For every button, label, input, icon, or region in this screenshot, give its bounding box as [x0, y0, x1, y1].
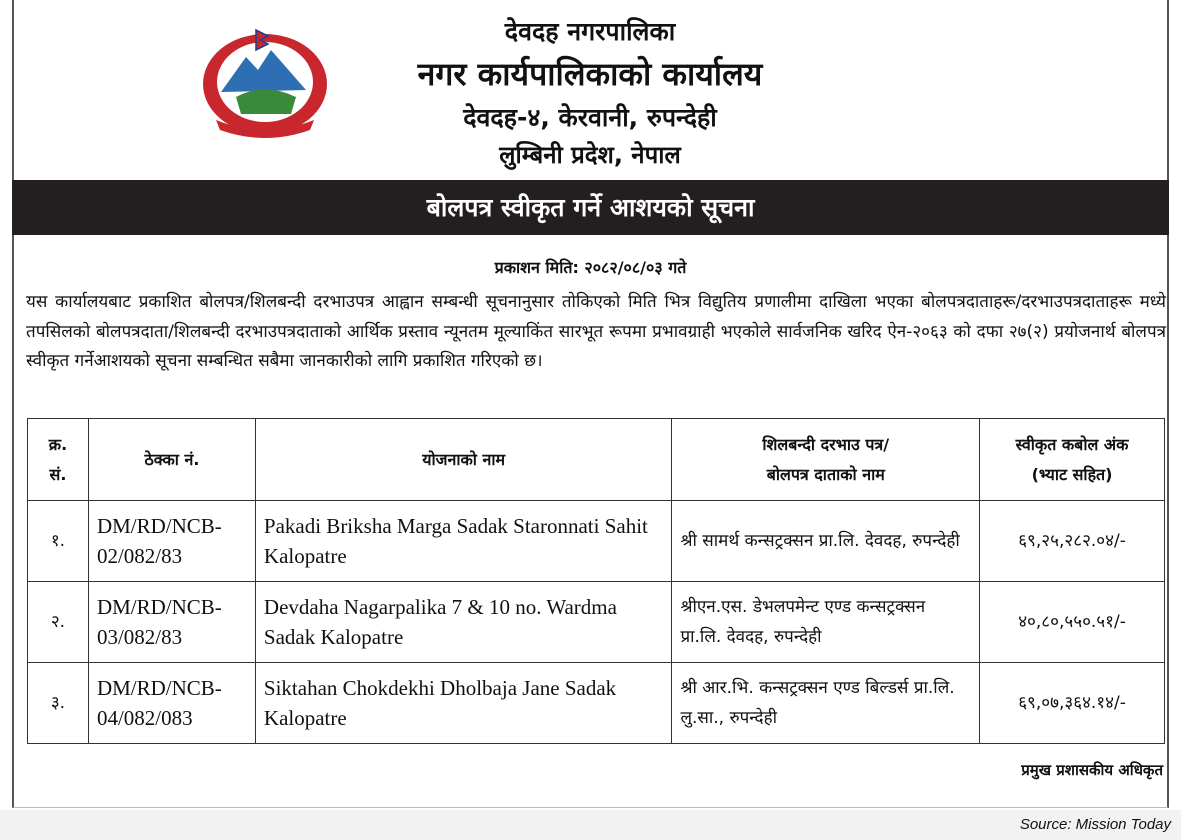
row-amount: ६९,२५,२८२.०४/-	[980, 501, 1165, 582]
footer-strip	[0, 810, 1181, 840]
row-contract: DM/RD/NCB- 04/082/083	[88, 663, 255, 744]
signatory-title: प्रमुख प्रशासकीय अधिकृत	[1021, 761, 1163, 779]
bid-table	[27, 418, 1165, 744]
row-sn: ३.	[28, 663, 89, 744]
row-contract: DM/RD/NCB- 03/082/83	[88, 582, 255, 663]
header-project: योजनाको नाम	[255, 419, 672, 501]
office-name: नगर कार्यपालिकाको कार्यालय	[417, 55, 763, 93]
publish-date: प्रकाशन मिति: २०८२/०८/०३ गते	[494, 258, 687, 277]
header-contract: ठेक्का नं.	[88, 419, 255, 501]
notice-paragraph: यस कार्यालयबाट प्रकाशित बोलपत्र/शिलबन्दी दरभाउपत्र आह्वान सम्बन्धी सूचनानुसार तोकिएको मिति भित्र विद्युतिय प्रणालीमा दाखिला भएका बोलपत्रदाताहरू/दरभाउपत्रदाताहरू मध्ये तपसिलको बोलपत्रदाता/शिलबन्दी दरभाउपत्रदाताको आर्थिक प्रस्ताव न्यूनतम मूल्याकिंत सारभूत रूपमा प्रभावग्राही भएकोले सार्वजनिक खरिद ऐन-२०६३ को दफा २७(२) प्रयोजनार्थ बोलपत्र स्वीकृत गर्नेआशयको सूचना सम्बन्धित सबैमा जानकारीको लागि प्रकाशित गरिएको छ।	[26, 292, 1166, 371]
row-amount: ६९,०७,३६४.१४/-	[980, 663, 1165, 744]
header-bidder: शिलबन्दी दरभाउ पत्र/ बोलपत्र दाताको नाम	[672, 419, 980, 501]
row-project: Siktahan Chokdekhi Dholbaja Jane Sadak Kalopatre	[255, 663, 672, 744]
municipality-name: देवदह नगरपालिका	[504, 17, 676, 46]
header-amount: स्वीकृत कबोल अंक (भ्याट सहित)	[980, 419, 1165, 501]
row-amount: ४०,८०,५५०.५१/-	[980, 582, 1165, 663]
table-header-row	[28, 419, 1165, 501]
row-bidder: श्रीएन.एस. डेभलपमेन्ट एण्ड कन्सट्रक्सन प्रा.लि. देवदह, रुपन्देही	[672, 582, 980, 663]
province-country: लुम्बिनी प्रदेश, नेपाल	[499, 141, 681, 169]
header-sn: क्र. सं.	[28, 419, 89, 501]
table-row	[28, 582, 1165, 663]
row-project: Devdaha Nagarpalika 7 & 10 no. Wardma Sadak Kalopatre	[255, 582, 672, 663]
row-contract: DM/RD/NCB- 02/082/83	[88, 501, 255, 582]
table-row	[28, 501, 1165, 582]
notice-title-banner: बोलपत्र स्वीकृत गर्ने आशयको सूचना	[12, 180, 1169, 235]
row-sn: १.	[28, 501, 89, 582]
row-sn: २.	[28, 582, 89, 663]
row-bidder: श्री आर.भि. कन्सट्रक्सन एण्ड बिल्डर्स प्रा.लि. लु.सा., रुपन्देही	[672, 663, 980, 744]
source-credit: Source: Mission Today	[1019, 816, 1171, 833]
row-bidder: श्री सामर्थ कन्सट्रक्सन प्रा.लि. देवदह, रुपन्देही	[672, 501, 980, 582]
row-project: Pakadi Briksha Marga Sadak Staronnati Sahit Kalopatre	[255, 501, 672, 582]
table-row	[28, 663, 1165, 744]
office-address: देवदह-४, केरवानी, रुपन्देही	[463, 103, 717, 132]
